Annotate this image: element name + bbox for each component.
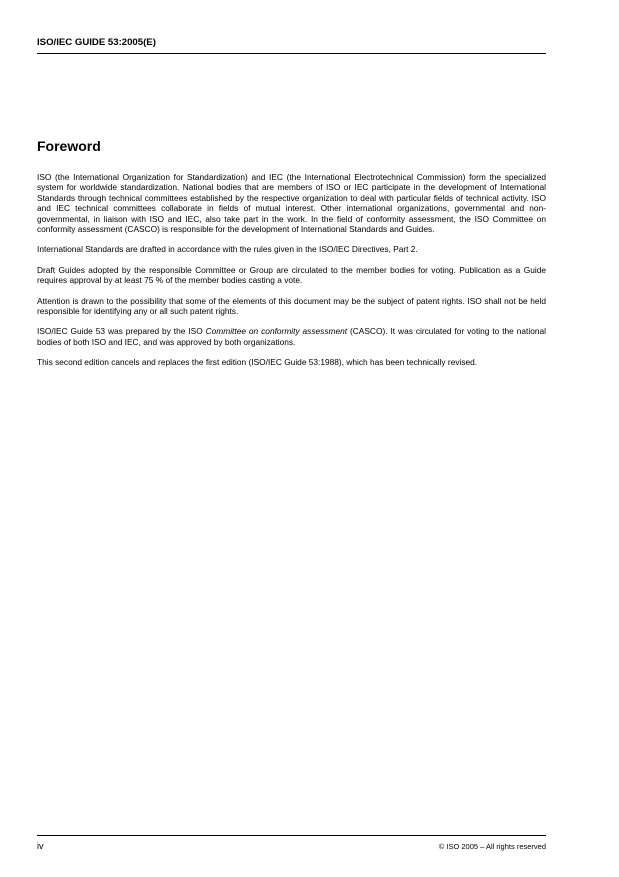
prepared-text-after: (CASCO). It was circulated for voting to the national bodies of both ISO and IEC, and was approved by both organizations. bbox=[37, 326, 546, 347]
paragraph-directives: International Standards are drafted in accordance with the rules given in the ISO/IEC Directives, Part 2. bbox=[37, 244, 418, 255]
paragraph-edition: This second edition cancels and replaces the first edition (ISO/IEC Guide 53:1988), which has been technically revised. bbox=[37, 357, 478, 368]
paragraph-patents: Attention is drawn to the possibility that some of the elements of this document may be the subject of patent rights. ISO shall not be held responsible for identifying any or all such patent rights. bbox=[37, 295, 546, 317]
footer-divider bbox=[37, 835, 546, 836]
committee-name: Committee on conformity assessment bbox=[205, 326, 348, 337]
header-divider bbox=[37, 53, 546, 54]
page-number: iv bbox=[37, 841, 44, 851]
prepared-text-before: ISO/IEC Guide 53 was prepared by the ISO bbox=[37, 326, 206, 337]
copyright-notice: © ISO 2005 – All rights reserved bbox=[438, 842, 546, 851]
paragraph-intro: ISO (the International Organization for Standardization) and IEC (the International Electrotechnical Commission) form the specialized system for worldwide standardization. National bodies that are members of ISO or IEC participate in the development of International Standards through technical committees established by the respective organization to deal with particular fields of technical activity. ISO and IEC technical committees collaborate in fields of mutual interest. Other international organizations, governmental and non-governmental, in liaison with ISO and IEC, also take part in the work. In the field of conformity assessment, the ISO Committee on conformity assessment (CASCO) is responsible for the development of International Standards and Guides. bbox=[37, 172, 546, 235]
page-title: Foreword bbox=[37, 138, 101, 154]
foreword-body bbox=[37, 172, 546, 378]
paragraph-prepared bbox=[37, 326, 546, 347]
document-header-title: ISO/IEC GUIDE 53:2005(E) bbox=[37, 37, 156, 48]
paragraph-voting: Draft Guides adopted by the responsible Committee or Group are circulated to the member bodies for voting. Publication as a Guide requires approval by at least 75 % of the member bodies casting a vote. bbox=[37, 264, 546, 286]
